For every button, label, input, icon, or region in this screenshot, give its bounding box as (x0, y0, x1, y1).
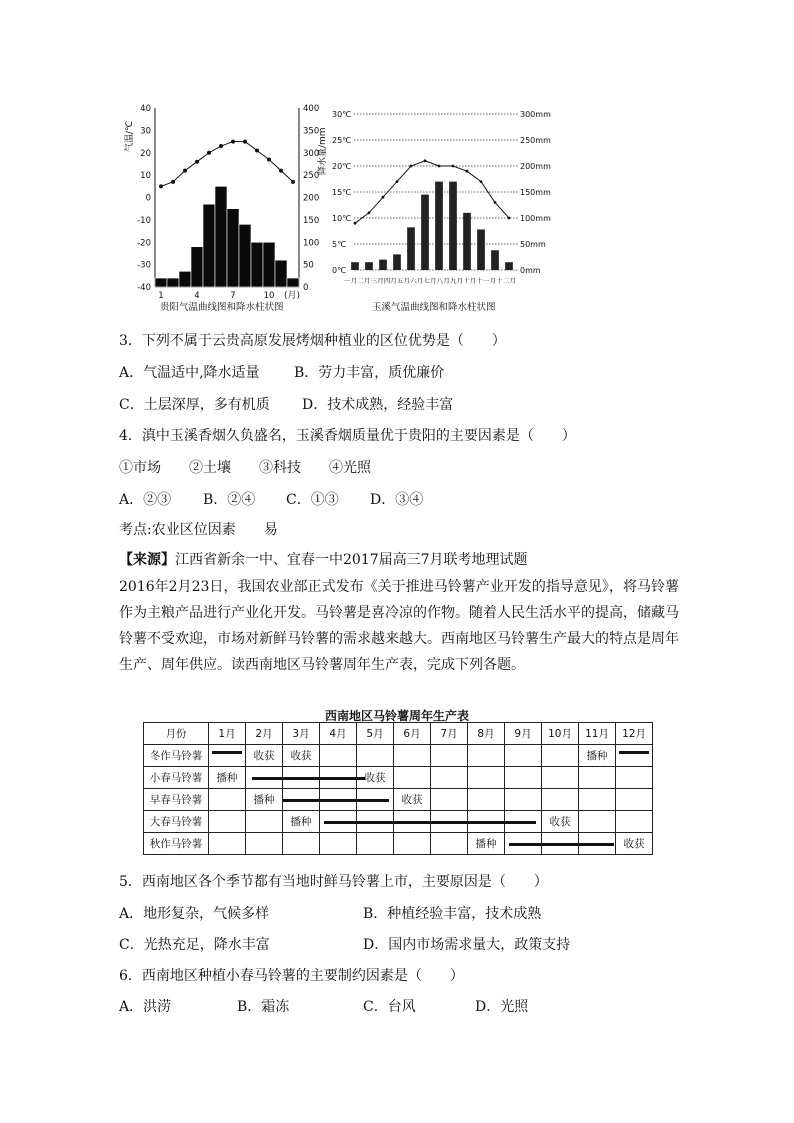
month-header: 10月 (542, 723, 579, 745)
precip-tick: 0 (303, 283, 309, 293)
q5-option-c[interactable]: C．光热充足，降水丰富 (119, 937, 270, 953)
temp-point (452, 165, 455, 168)
month-header: 2月 (246, 723, 283, 745)
harvest-label: 收获 (253, 750, 275, 762)
header-label: 月份 (144, 723, 209, 745)
temp-label: 15℃ (332, 188, 352, 197)
precip-bar (477, 229, 485, 270)
potato-production-table (143, 722, 653, 855)
temp-point (291, 180, 295, 184)
q3-option-b[interactable]: B．劳力丰富，质优廉价 (294, 365, 445, 381)
precip-label: 50mm (520, 240, 546, 249)
temp-point (231, 140, 235, 144)
precip-bar (167, 278, 179, 287)
q3-option-d[interactable]: D．技术成熟，经验丰富 (302, 397, 454, 413)
table-title: 西南地区马铃薯周年生产表 (324, 709, 469, 723)
table-header-row (144, 723, 653, 745)
precip-bar (505, 262, 513, 270)
source-text: 江西省新余一中、宜春一中2017届高三7月联考地理试题 (175, 552, 528, 568)
chart-caption: 贵阳气温曲线图和降水柱状图 (160, 302, 284, 313)
precip-bar (421, 195, 429, 270)
precip-tick: 200 (303, 193, 320, 204)
precip-bar (393, 254, 401, 270)
precip-label: 100mm (520, 214, 551, 223)
precip-bar (287, 278, 299, 287)
q3-option-a[interactable]: A．气温适中,降水适量 (119, 365, 260, 381)
month-header: 1月 (209, 723, 246, 745)
q4-option-b[interactable]: B．②④ (203, 492, 256, 508)
precip-bar (191, 247, 203, 287)
harvest-label: 收获 (549, 816, 571, 828)
temp-label: 10℃ (332, 214, 352, 223)
temp-point (171, 180, 175, 184)
month-labels: 一月二月三月四月五月六月七月八月九月十月十一月十二月 (344, 278, 505, 285)
guiyang-climate-chart (120, 100, 330, 315)
precip-bar (463, 213, 471, 270)
temp-tick: -10 (137, 215, 151, 226)
month-header: 11月 (579, 723, 616, 745)
month-header: 3月 (283, 723, 320, 745)
precip-bar (379, 260, 387, 270)
temp-tick: 0 (145, 193, 151, 204)
kaodian-note: 考点:农业区位因素 易 (119, 522, 278, 538)
precip-bar (263, 242, 275, 287)
sow-label: 播种 (290, 816, 312, 828)
precip-label: 150mm (520, 188, 551, 197)
row-name: 大春马铃薯 (144, 811, 209, 833)
row-name: 小春马铃薯 (144, 767, 209, 789)
precip-bar (491, 250, 499, 270)
harvest-label: 收获 (290, 750, 312, 762)
month-header: 9月 (505, 723, 542, 745)
growing-bar (212, 751, 242, 754)
precip-bar (215, 186, 227, 287)
temp-tick-labels (137, 104, 151, 293)
precip-bars (351, 182, 513, 270)
temp-label: 0℃ (332, 266, 347, 275)
table-row (144, 745, 653, 767)
precip-tick-labels (303, 104, 319, 293)
precip-label: 300mm (520, 110, 551, 119)
q6-option-b[interactable]: B．霜冻 (237, 999, 290, 1015)
precip-bar (365, 262, 373, 270)
table-row (144, 789, 653, 811)
precip-axis-label: 降水量/mm (318, 127, 328, 175)
temp-point (279, 169, 283, 173)
month-header: 12月 (616, 723, 653, 745)
temp-points (159, 140, 295, 189)
q6-option-a[interactable]: A．洪涝 (119, 999, 172, 1015)
temp-point (207, 151, 211, 155)
growing-bar (619, 751, 649, 754)
temp-tick: 10 (140, 171, 151, 182)
q3-option-c[interactable]: C．土层深厚，多有机质 (119, 397, 270, 413)
q5-stem: 5．西南地区各个季节都有当地时鲜马铃薯上市，主要原因是（ ） (119, 874, 548, 890)
q6-stem: 6．西南地区种植小春马铃薯的主要制约因素是（ ） (119, 968, 464, 984)
precip-tick: 150 (303, 215, 320, 226)
q5-option-b[interactable]: B．种植经验丰富，技术成熟 (363, 906, 542, 922)
precip-tick: 50 (303, 260, 314, 271)
q6-option-d[interactable]: D．光照 (475, 999, 529, 1015)
temp-point (183, 169, 187, 173)
precip-bar (227, 209, 239, 287)
month-tick: 1 (158, 291, 164, 301)
temp-point (424, 159, 427, 162)
temp-line (161, 142, 293, 187)
month-header: 6月 (394, 723, 431, 745)
precip-bar (449, 182, 457, 270)
yuxi-climate-chart (330, 100, 560, 315)
precip-tick: 400 (303, 104, 320, 114)
precip-tick: 100 (303, 238, 320, 249)
temp-label: 30℃ (332, 110, 352, 119)
precip-bars (155, 186, 299, 287)
precip-bar (435, 182, 443, 270)
precip-label: 250mm (520, 136, 551, 145)
q4-option-a[interactable]: A．②③ (119, 492, 172, 508)
temp-label: 5℃ (332, 240, 347, 249)
precip-tick: 300 (303, 148, 320, 159)
precip-tick: 350 (303, 126, 320, 137)
passage: 2016年2月23日，我国农业部正式发布《关于推进马铃薯产业开发的指导意见》，将马铃薯作为主粮产品进行产业化开发。马铃薯是喜冷凉的作物。随着人民生活水平的提高，储藏马铃薯不受欢迎，市场对新鲜马铃薯的需求越来越大。西南地区马铃薯生产最大的特点是周年生产、周年供应。读西南地区马铃薯周年生产表，完成下列各题。 (119, 579, 679, 673)
precip-tick: 250 (303, 171, 320, 182)
temp-point (354, 222, 357, 225)
precip-bar (239, 224, 251, 287)
temp-tick: -30 (137, 260, 151, 271)
precip-bar (203, 204, 215, 287)
month-tick: 4 (194, 291, 200, 301)
precip-label: 200mm (520, 162, 551, 171)
q4-option-d[interactable]: D．③④ (370, 492, 424, 508)
temp-tick: -20 (137, 238, 151, 249)
q4-items: ①市场 ②土壤 ③科技 ④光照 (119, 460, 371, 476)
sow-label: 播种 (216, 772, 238, 784)
temp-point (382, 196, 385, 199)
table-row (144, 767, 653, 789)
row-name: 早春马铃薯 (144, 789, 209, 811)
harvest-label: 收获 (401, 794, 423, 806)
row-name: 秋作马铃薯 (144, 833, 209, 855)
sow-label: 播种 (253, 794, 275, 806)
temp-point (368, 211, 371, 214)
temp-point (243, 140, 247, 144)
q3-stem: 3．下列不属于云贵高原发展烤烟种植业的区位优势是（ ） (119, 333, 506, 349)
precip-bar (155, 278, 167, 287)
temp-tick: 20 (140, 148, 151, 159)
table-row (144, 811, 653, 833)
month-header: 7月 (431, 723, 468, 745)
sow-label: 播种 (475, 838, 497, 850)
month-header: 5月 (357, 723, 394, 745)
temp-point (438, 165, 441, 168)
precip-bar (251, 242, 263, 287)
temp-tick: 40 (140, 104, 151, 114)
month-header: 4月 (320, 723, 357, 745)
q5-option-a[interactable]: A．地形复杂，气候多样 (119, 906, 270, 922)
row-name: 冬作马铃薯 (144, 745, 209, 767)
precip-bar (179, 271, 191, 287)
precip-bar (407, 227, 415, 270)
precip-label: 0mm (520, 266, 541, 275)
temp-point (410, 165, 413, 168)
harvest-label: 收获 (364, 772, 386, 784)
temp-tick: -40 (137, 283, 151, 293)
month-tick-labels (158, 291, 274, 301)
temp-point (494, 201, 497, 204)
temp-labels (332, 110, 351, 275)
temp-tick: 30 (140, 126, 151, 137)
q6-option-c[interactable]: C．台风 (363, 999, 416, 1015)
chart-caption: 玉溪气温曲线图和降水柱状图 (372, 302, 496, 313)
precip-bar (351, 262, 359, 270)
temp-point (195, 160, 199, 164)
temp-point (508, 217, 511, 220)
temp-point (396, 180, 399, 183)
temp-axis-label: 气温/℃ (125, 120, 135, 152)
q5-option-d[interactable]: D．国内市场需求量大，政策支持 (363, 937, 571, 953)
temp-point (159, 184, 163, 188)
q4-stem: 4．滇中玉溪香烟久负盛名，玉溪香烟质量优于贵阳的主要因素是（ ） (119, 428, 576, 444)
table-row (144, 833, 653, 855)
temp-point (466, 170, 469, 173)
month-tick: 10 (263, 291, 275, 301)
temp-label: 25℃ (332, 136, 352, 145)
source-bracket: 【来源】 (119, 552, 175, 568)
source-line (119, 551, 528, 569)
precip-labels (520, 110, 551, 275)
temp-point (255, 149, 259, 153)
temp-label: 20℃ (332, 162, 352, 171)
harvest-label: 收获 (623, 838, 645, 850)
month-tick: 7 (230, 291, 236, 301)
temp-point (267, 157, 271, 161)
precip-bar (275, 260, 287, 287)
sow-label: 播种 (586, 750, 608, 762)
temp-point (219, 144, 223, 148)
temp-point (480, 180, 483, 183)
month-unit: (月) (284, 291, 301, 301)
q4-option-c[interactable]: C．①③ (286, 492, 339, 508)
month-header: 8月 (468, 723, 505, 745)
